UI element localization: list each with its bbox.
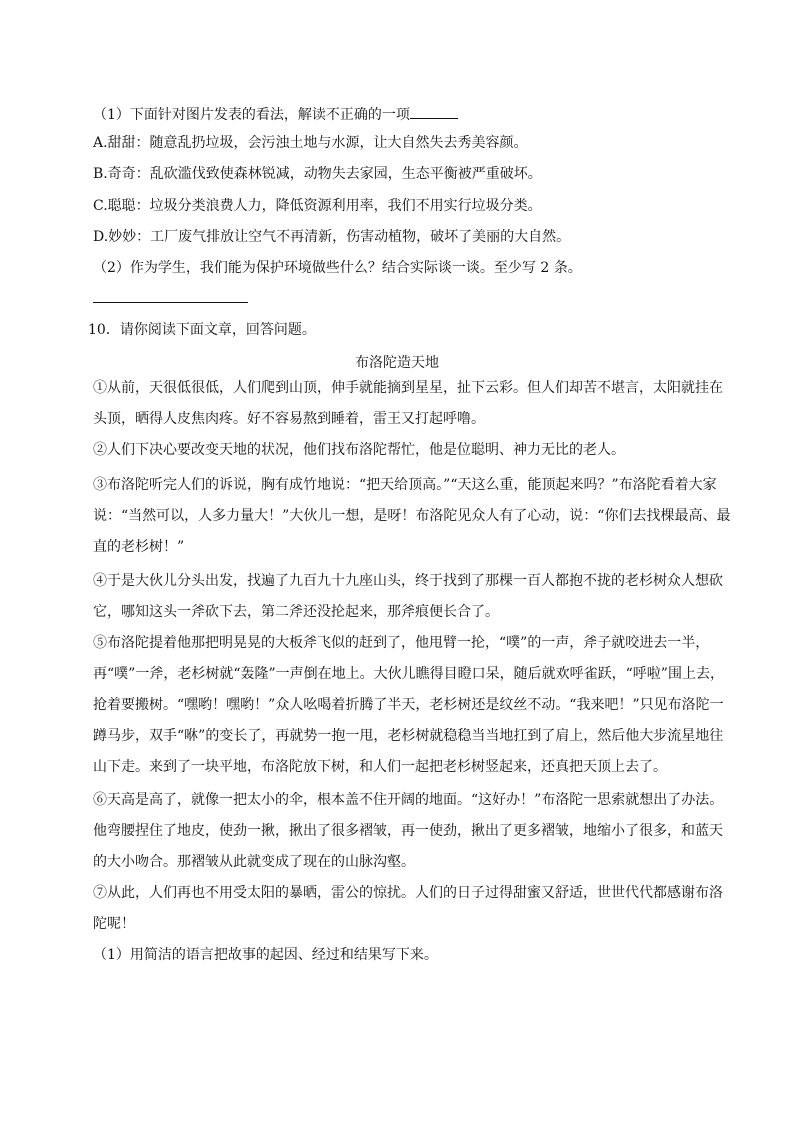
paragraph-4: ④于是大伙儿分头出发，找遍了九百九十九座山头，终于找到了那棵一百人都抱不拢的老杉树众人想砍它，哪知这头一斧砍下去，第二斧还没抡起来，那斧痕便长合了。 (93, 573, 723, 620)
q10-sub1: （1）用简洁的语言把故事的起因、经过和结果写下来。 (93, 947, 438, 963)
q9-sub1-text: （1）下面针对图片发表的看法，解读不正确的一项 (93, 107, 410, 123)
q9-option-a: A.甜甜：随意乱扔垃圾，会污浊土地与水源，让大自然失去秀美容颜。 (93, 135, 528, 151)
paragraph-3: ③布洛陀听完人们的诉说，胸有成竹地说：“把天给顶高。”“天这么重，能顶起来吗？”布洛陀看着大家说：“当然可以，人多力量大！”大伙儿一想，是呀！布洛陀见众人有了心动，说：“你们去找棵最高、最直的老杉树！” (93, 477, 731, 555)
answer-line[interactable] (93, 302, 248, 303)
q10-stem: 10．请你阅读下面文章，回答问题。 (88, 322, 316, 338)
paragraph-2: ②人们下决心要改变天地的状况，他们找布洛陀帮忙，他是位聪明、神力无比的老人。 (93, 442, 625, 458)
paragraph-5: ⑤布洛陀提着他那把明晃晃的大板斧飞似的赶到了，他甩臂一抡，“噗”的一声，斧子就咬进去一半，再“噗”一斧，老杉树就“轰隆”一声倒在地上。大伙儿瞧得目瞪口呆，随后就欢呼雀跃，“呼啦”围上去，抢着要搬树。“嘿哟！嘿哟！”众人吆喝着折腾了半天，老杉树还是纹丝不动。“我来吧！”只见布洛陀一蹲马步，双手“咻”的变长了，再就势一抱一甩，老杉树就稳稳当当地扛到了肩上，然后他大步流星地往山下走。来到了一块平地，布洛陀放下树，和人们一起把老杉树竖起来，还真把天顶上去了。 (93, 635, 724, 775)
passage-title: 布洛陀造天地 (355, 355, 439, 371)
paragraph-6: ⑥天高是高了，就像一把太小的伞，根本盖不住开阔的地面。“这好办！”布洛陀一思索就想出了办法。他弯腰捏住了地皮，使劲一揪，揪出了很多褶皱，再一使劲，揪出了更多褶皱，地缩小了很多，和蓝天的大小吻合。那褶皱从此就变成了现在的山脉沟壑。 (93, 792, 724, 870)
answer-blank[interactable] (410, 104, 458, 119)
q9-sub2: （2）作为学生，我们能为保护环境做些什么？结合实际谈一谈。至少写 2 条。 (93, 260, 582, 276)
paragraph-7: ⑦从此，人们再也不用受太阳的暴晒，雷公的惊扰。人们的日子过得甜蜜又舒适，世世代代都感谢布洛陀呢！ (93, 885, 723, 932)
q9-option-b: B.奇奇：乱砍滥伐致使森林锐减，动物失去家园，生态平衡被严重破坏。 (93, 166, 542, 182)
paragraph-1: ①从前，天很低很低，人们爬到山顶，伸手就能摘到星星，扯下云彩。但人们却苦不堪言，太阳就挂在头顶，晒得人皮焦肉疼。好不容易熬到睡着，雷王又打起呼噜。 (93, 380, 723, 427)
q9-sub1 (93, 104, 458, 125)
q9-option-c: C.聪聪：垃圾分类浪费人力，降低资源利用率，我们不用实行垃圾分类。 (93, 198, 542, 214)
q9-option-d: D.妙妙：工厂废气排放让空气不再清新，伤害动植物，破坏了美丽的大自然。 (93, 229, 571, 245)
